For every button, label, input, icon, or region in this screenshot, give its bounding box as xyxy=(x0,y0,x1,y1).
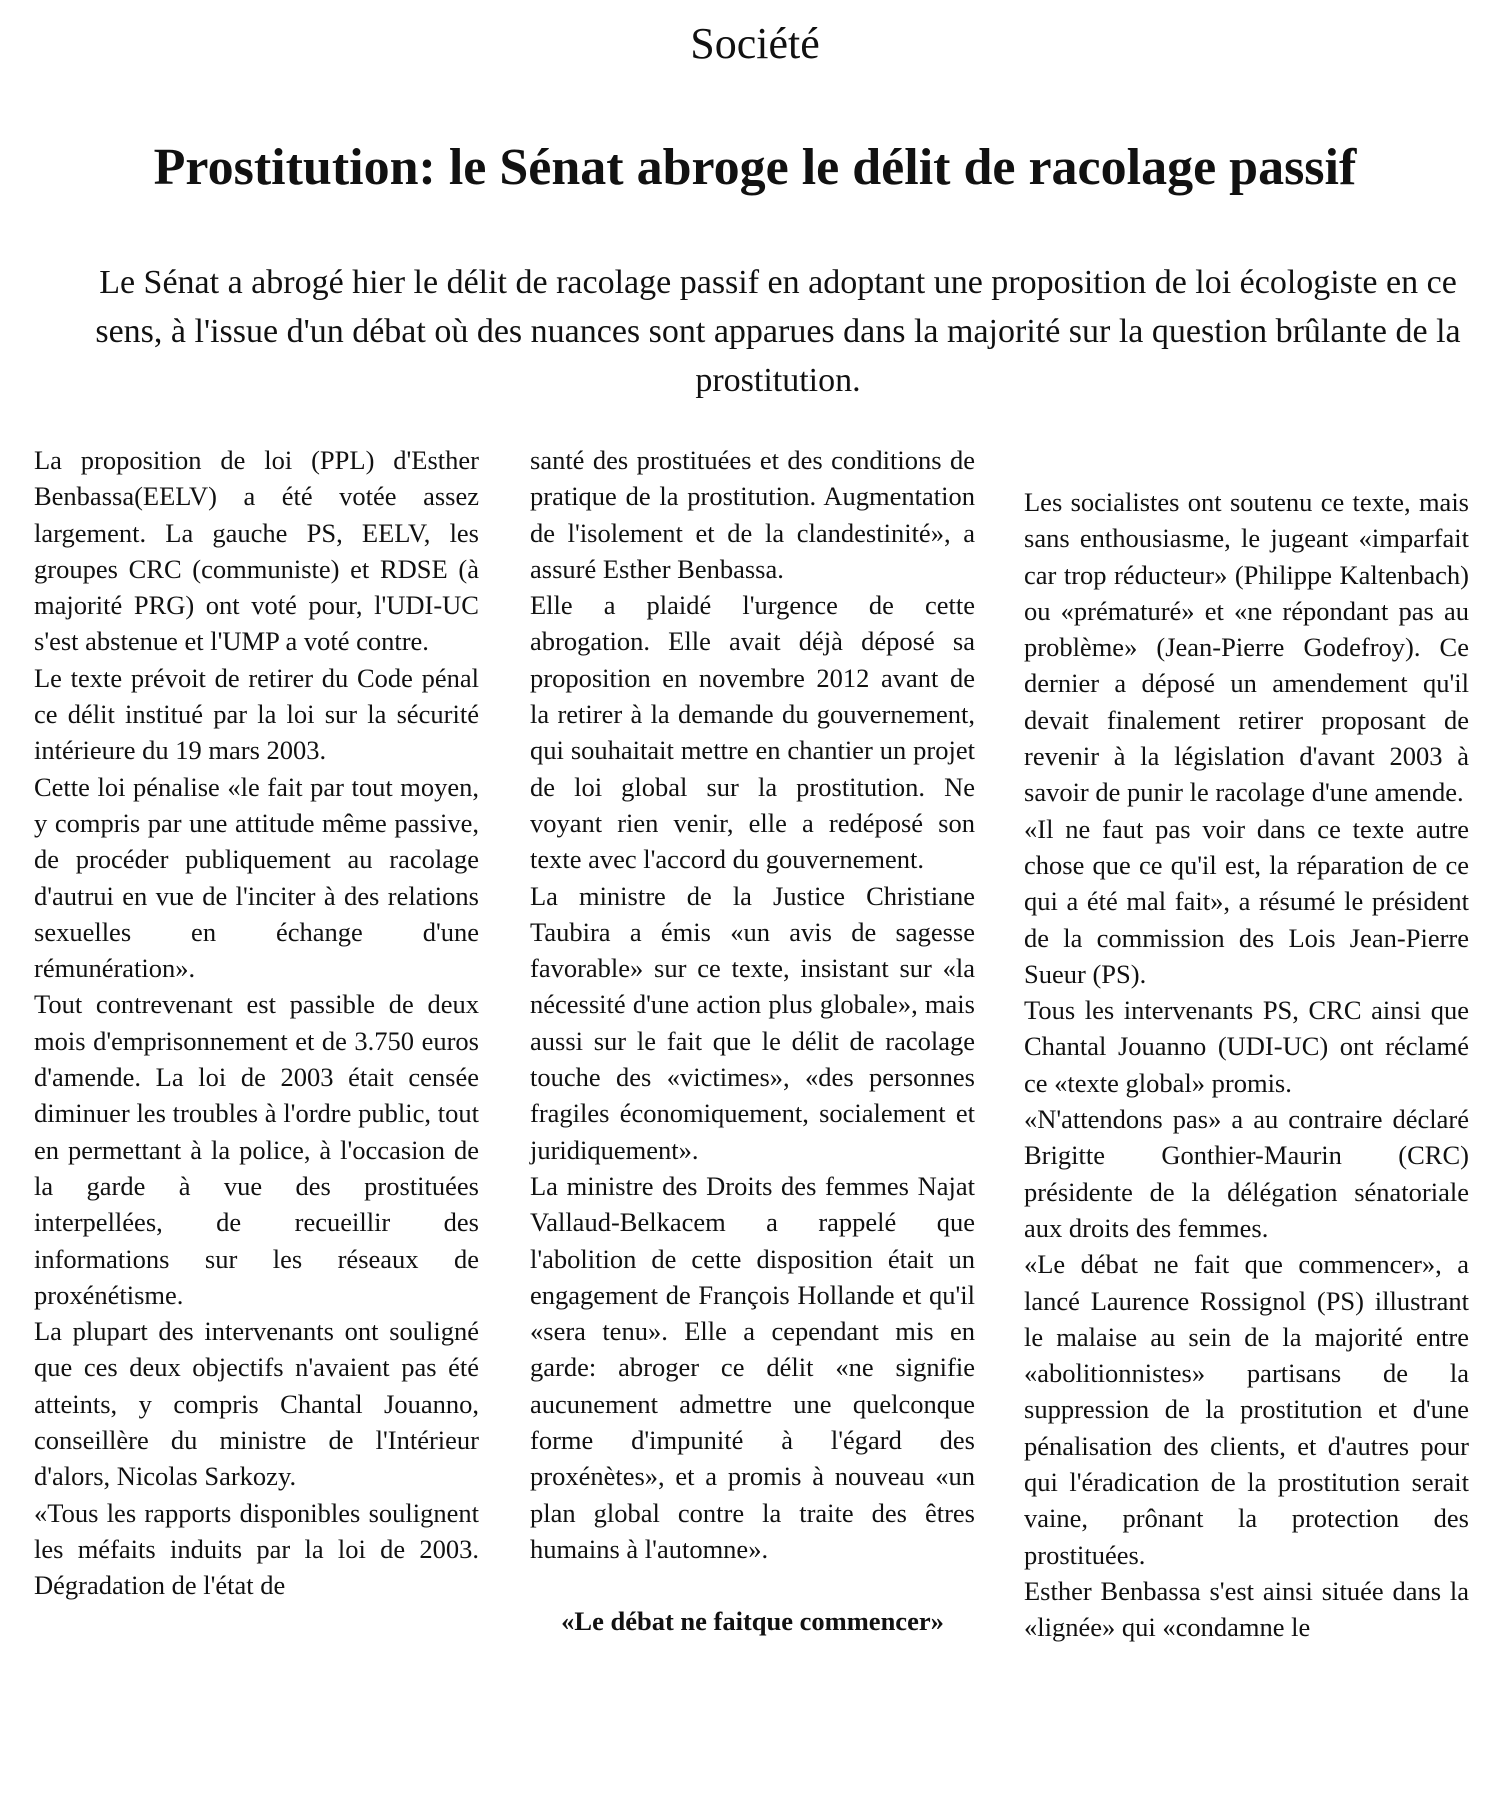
paragraph: «Il ne faut pas voir dans ce texte autre chose que ce qu'il est, la réparation de ce qui a été mal fait», a résumé le président de la commission des Lois Jean-Pierre Sueur (PS). xyxy=(1024,813,1469,989)
paragraph: La proposition de loi (PPL) d'Esther Benbassa(EELV) a été votée assez largement. La gauche PS, EELV, les groupes CRC (communiste) et RDSE (à majorité PRG) ont voté pour, l'UDI-UC s'est abstenue et l'UMP a voté contre. xyxy=(34,445,479,657)
paragraph: La ministre de la Justice Christiane Taubira a émis «un avis de sagesse favorable» sur ce texte, insistant sur «la nécessité d'une action plus globale», mais aussi sur le fait que le délit de racolage touche des «victimes», «des personnes fragiles économiquement, socialement et juridiquement». xyxy=(530,880,975,1165)
paragraph: Esther Benbassa s'est ainsi située dans la «lignée» qui «condamne le xyxy=(1024,1575,1469,1643)
paragraph: «Tous les rapports disponibles soulignent les méfaits induits par la loi de 2003. Dégradation de l'état de xyxy=(34,1497,479,1601)
article-lead: Le Sénat a abrogé hier le délit de racolage passif en adoptant une proposition de loi écologiste en ce sens, à l'issue d'un débat où des nuances sont apparues dans la majorité sur la question brûlante de la prostitution. xyxy=(95,264,1461,399)
paragraph: Tout contrevenant est passible de deux mois d'emprisonnement et de 3.750 euros d'amende. La loi de 2003 était censée diminuer les troubles à l'ordre public, tout en permettant à la police, à l'occasion de la garde à vue des prostituées interpellées, de recueillir des informations sur les réseaux de proxénétisme. xyxy=(34,989,479,1310)
paragraph: santé des prostituées et des conditions de pratique de la prostitution. Augmentation de l'isolement et de la clandestinité», a assuré Esther Benbassa. xyxy=(530,445,975,584)
subheading: «Le débat ne faitque commencer» xyxy=(561,1606,944,1637)
paragraph: La ministre des Droits des femmes Najat Vallaud-Belkacem a rappelé que l'abolition de cette disposition était un engagement de François Hollande et qu'il «sera tenu». Elle a cependant mis en garde: abroger ce délit «ne signifie aucunement admettre une quelconque forme d'impunité à l'égard des proxénètes», et a promis à nouveau «un plan global contre la traite des êtres humains à l'automne». xyxy=(530,1170,975,1564)
paragraph: Le texte prévoit de retirer du Code pénal ce délit institué par la loi sur la sécurité intérieure du 19 mars 2003. xyxy=(34,662,479,766)
article-column-2 xyxy=(530,442,975,1640)
paragraph: «Le débat ne fait que commencer», a lancé Laurence Rossignol (PS) illustrant le malaise au sein de la majorité entre «abolitionnistes» partisans de la suppression de la prostitution et d'une pénalisation des clients, et d'autres pour qui l'éradication de la prostitution serait vaine, prônant la protection des prostituées. xyxy=(1024,1249,1469,1570)
paragraph: Elle a plaidé l'urgence de cette abrogation. Elle avait déjà déposé sa proposition en novembre 2012 avant de la retirer à la demande du gouvernement, qui souhaitait mettre en chantier un projet de loi global sur la prostitution. Ne voyant rien venir, elle a redéposé son texte avec l'accord du gouvernement. xyxy=(530,590,975,875)
paragraph: Cette loi pénalise «le fait par tout moyen, y compris par une attitude même passive, de procéder publiquement au racolage d'autrui en vue de l'inciter à des relations sexuelles en échange d'une rémunération». xyxy=(34,771,479,984)
paragraph: Tous les intervenants PS, CRC ainsi que Chantal Jouanno (UDI-UC) ont réclamé ce «texte global» promis. xyxy=(1024,995,1469,1098)
article-column-1 xyxy=(34,442,479,1604)
paragraph: «N'attendons pas» a au contraire déclaré Brigitte Gonthier-Maurin (CRC) présidente de la délégation sénatoriale aux droits des femmes. xyxy=(1024,1104,1469,1243)
article-column-3 xyxy=(1024,484,1469,1646)
article-headline: Prostitution: le Sénat abroge le délit de racolage passif xyxy=(153,139,1357,196)
paragraph: Les socialistes ont soutenu ce texte, mais sans enthousiasme, le jugeant «imparfait car trop réducteur» (Philippe Kaltenbach) ou «prématuré» et «ne répondant pas au problème» (Jean-Pierre Godefroy). Ce dernier a déposé un amendement qu'il devait finalement retirer proposant de revenir à la législation d'avant 2003 à savoir de punir le racolage d'une amende. xyxy=(1024,487,1469,808)
paragraph: La plupart des intervenants ont souligné que ces deux objectifs n'avaient pas été atteints, y compris Chantal Jouanno, conseillère du ministre de l'Intérieur d'alors, Nicolas Sarkozy. xyxy=(34,1316,479,1492)
section-label: Société xyxy=(690,19,820,68)
